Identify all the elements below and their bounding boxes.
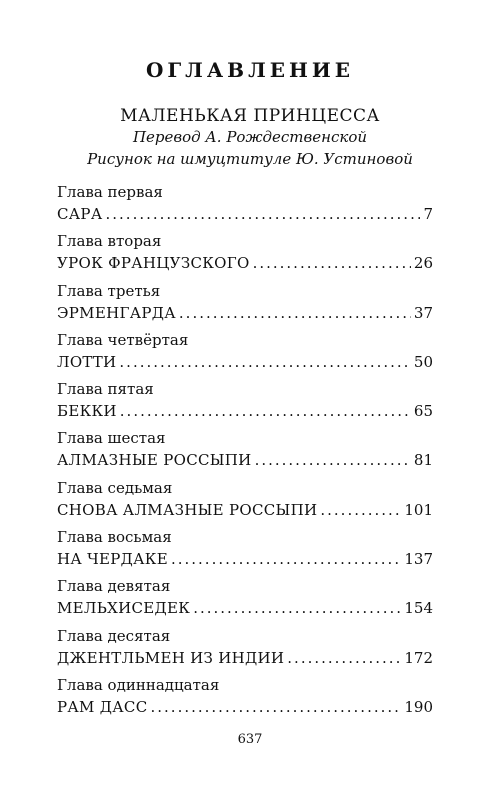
chapter-line	[57, 204, 433, 224]
chapter-page-number: 154	[404, 599, 433, 618]
dot-leader	[253, 253, 411, 273]
chapter-page-number: 50	[413, 352, 433, 371]
chapter-label: Глава пятая	[57, 380, 154, 399]
page-number: 637	[237, 732, 263, 747]
chapter-page-number: 172	[404, 648, 433, 667]
chapter-line	[57, 401, 433, 421]
chapter-line	[57, 500, 433, 520]
dot-leader	[151, 697, 402, 717]
chapter-title: МЕЛЬХИСЕДЕК	[57, 599, 191, 618]
chapter-page-number: 81	[413, 451, 433, 470]
dot-leader	[106, 204, 421, 224]
toc-entry	[57, 330, 433, 379]
toc-entry	[57, 379, 433, 428]
chapter-label: Глава вторая	[57, 232, 162, 251]
dot-leader	[320, 500, 401, 520]
chapter-title: УРОК ФРАНЦУЗСКОГО	[57, 254, 250, 273]
dot-leader	[287, 648, 401, 668]
chapter-line	[57, 303, 433, 323]
chapter-label: Глава первая	[57, 183, 163, 201]
illustration-credit: Рисунок на шмуцтитуле Ю. Устиновой	[87, 150, 413, 168]
chapter-page-number: 65	[413, 402, 433, 421]
dot-leader	[171, 549, 401, 569]
chapter-line	[57, 352, 433, 372]
chapter-label: Глава третья	[57, 281, 161, 300]
chapter-label: Глава четвёртая	[57, 330, 189, 349]
toc-entry	[57, 478, 433, 527]
toc-entry	[57, 428, 433, 477]
chapter-title: САРА	[57, 205, 103, 223]
dot-leader	[120, 401, 411, 421]
chapter-page-number: 190	[404, 697, 433, 716]
dot-leader	[119, 352, 411, 372]
chapter-page-number: 37	[413, 303, 433, 322]
dot-leader	[255, 450, 411, 470]
book-title: МАЛЕНЬКАЯ ПРИНЦЕССА	[120, 106, 380, 126]
chapter-page-number: 137	[404, 550, 433, 569]
chapter-label: Глава восьмая	[57, 528, 172, 547]
toc-entry	[57, 626, 433, 675]
chapter-label: Глава шестая	[57, 429, 166, 448]
chapter-label: Глава девятая	[57, 577, 171, 596]
toc-entry	[57, 675, 433, 724]
chapter-title: БЕККИ	[57, 402, 117, 421]
chapter-line	[57, 253, 433, 273]
toc-entry	[57, 231, 433, 280]
chapter-page-number: 101	[404, 500, 433, 519]
chapter-label: Глава седьмая	[57, 478, 173, 497]
chapter-line	[57, 598, 433, 618]
toc-entry	[57, 281, 433, 330]
chapter-title: СНОВА АЛМАЗНЫЕ РОССЫПИ	[57, 500, 318, 519]
chapter-title: НА ЧЕРДАКЕ	[57, 550, 168, 569]
chapter-title: ЭРМЕНГАРДА	[57, 303, 176, 322]
chapter-line	[57, 648, 433, 668]
toc-entry	[57, 182, 433, 231]
dot-leader	[179, 303, 411, 323]
translator-credit: Перевод А. Рождественской	[132, 128, 368, 146]
chapter-line	[57, 549, 433, 569]
chapter-title: РАМ ДАСС	[57, 697, 148, 716]
chapter-page-number: 7	[423, 205, 433, 223]
chapter-line	[57, 450, 433, 470]
chapter-title: АЛМАЗНЫЕ РОССЫПИ	[57, 451, 252, 470]
chapter-label: Глава десятая	[57, 626, 171, 645]
chapter-page-number: 26	[413, 254, 433, 273]
chapter-title: ЛОТТИ	[57, 352, 117, 371]
page-heading: ОГЛАВЛЕНИЕ	[145, 58, 355, 82]
toc-entry	[57, 576, 433, 625]
chapter-title: ДЖЕНТЛЬМЕН ИЗ ИНДИИ	[57, 648, 285, 667]
table-of-contents	[57, 182, 433, 724]
toc-entry	[57, 527, 433, 576]
chapter-label: Глава одиннадцатая	[57, 675, 220, 694]
dot-leader	[193, 598, 401, 618]
chapter-line	[57, 697, 433, 717]
